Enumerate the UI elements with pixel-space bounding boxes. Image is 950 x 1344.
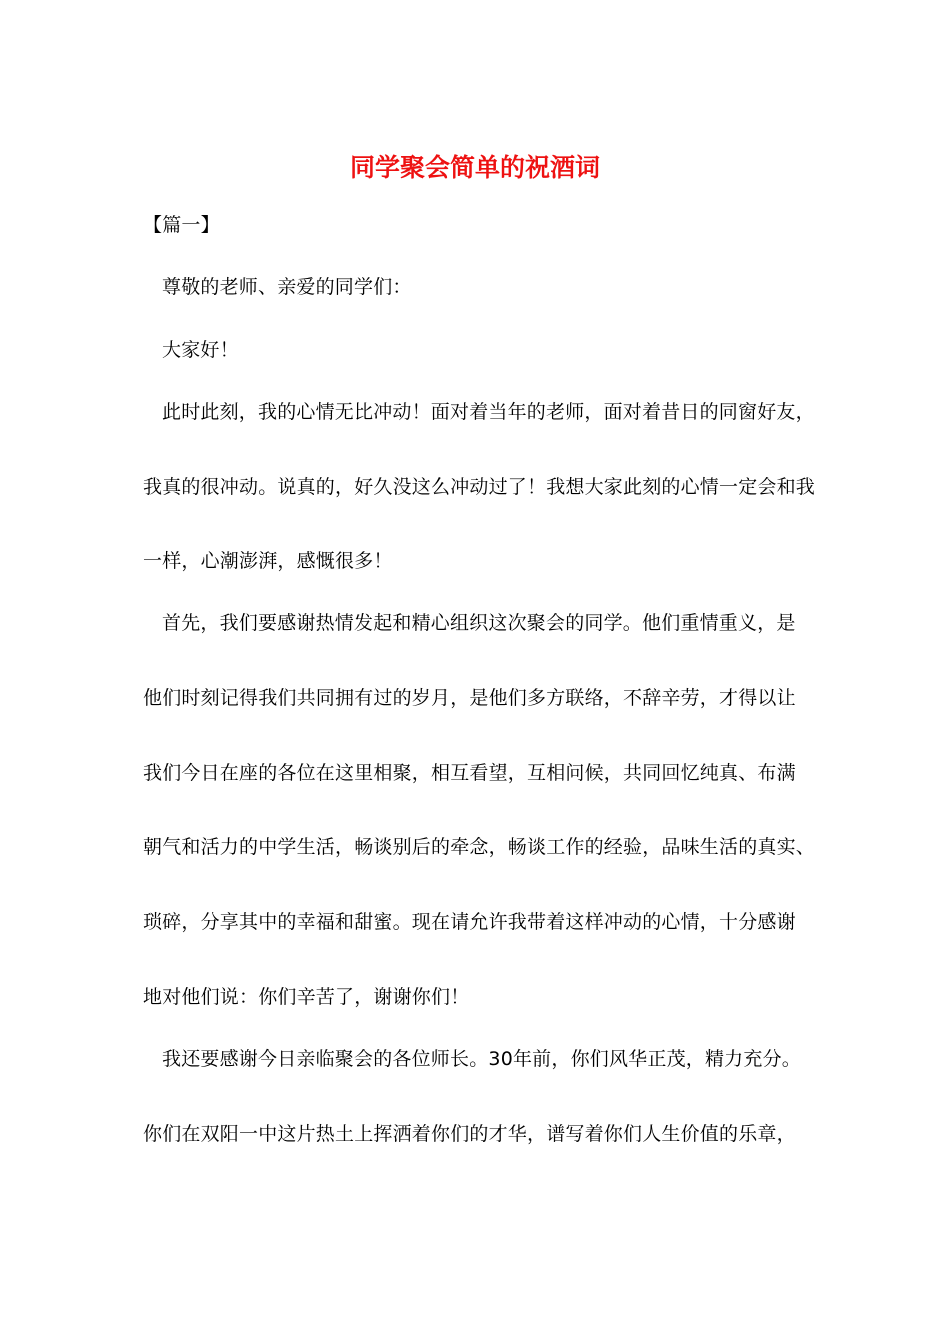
paragraph-line: 你们在双阳一中这片热土上挥洒着你们的才华，谱写着你们人生价值的乐章， <box>143 1123 796 1145</box>
paragraph-line: 一样，心潮澎湃，感慨很多！ <box>143 550 393 572</box>
paragraph-line: 地对他们说：你们辛苦了，谢谢你们！ <box>143 986 470 1008</box>
paragraph-line: 他们时刻记得我们共同拥有过的岁月，是他们多方联络，不辞辛劳，才得以让 <box>143 687 796 709</box>
paragraph-line: 我还要感谢今日亲临聚会的各位师长。30年前，你们风华正茂，精力充分。 <box>162 1048 801 1070</box>
paragraph-line: 琐碎，分享其中的幸福和甜蜜。现在请允许我带着这样冲动的心情，十分感谢 <box>143 911 796 933</box>
section-label: 【篇一】 <box>143 214 220 236</box>
paragraph-line: 此时此刻，我的心情无比冲动！面对着当年的老师，面对着昔日的同窗好友， <box>162 401 815 423</box>
paragraph-line: 首先，我们要感谢热情发起和精心组织这次聚会的同学。他们重情重义，是 <box>162 612 796 634</box>
document-title: 同学聚会简单的祝酒词 <box>349 153 600 182</box>
paragraph-line: 我真的很冲动。说真的，好久没这么冲动过了！我想大家此刻的心情一定会和我 <box>143 476 816 498</box>
paragraph-line: 尊敬的老师、亲爱的同学们： <box>162 276 412 298</box>
paragraph-line: 我们今日在座的各位在这里相聚，相互看望，互相问候，共同回忆纯真、布满 <box>143 762 796 784</box>
paragraph-line: 大家好！ <box>162 339 239 361</box>
paragraph-line: 朝气和活力的中学生活，畅谈别后的牵念，畅谈工作的经验，品味生活的真实、 <box>143 836 816 858</box>
